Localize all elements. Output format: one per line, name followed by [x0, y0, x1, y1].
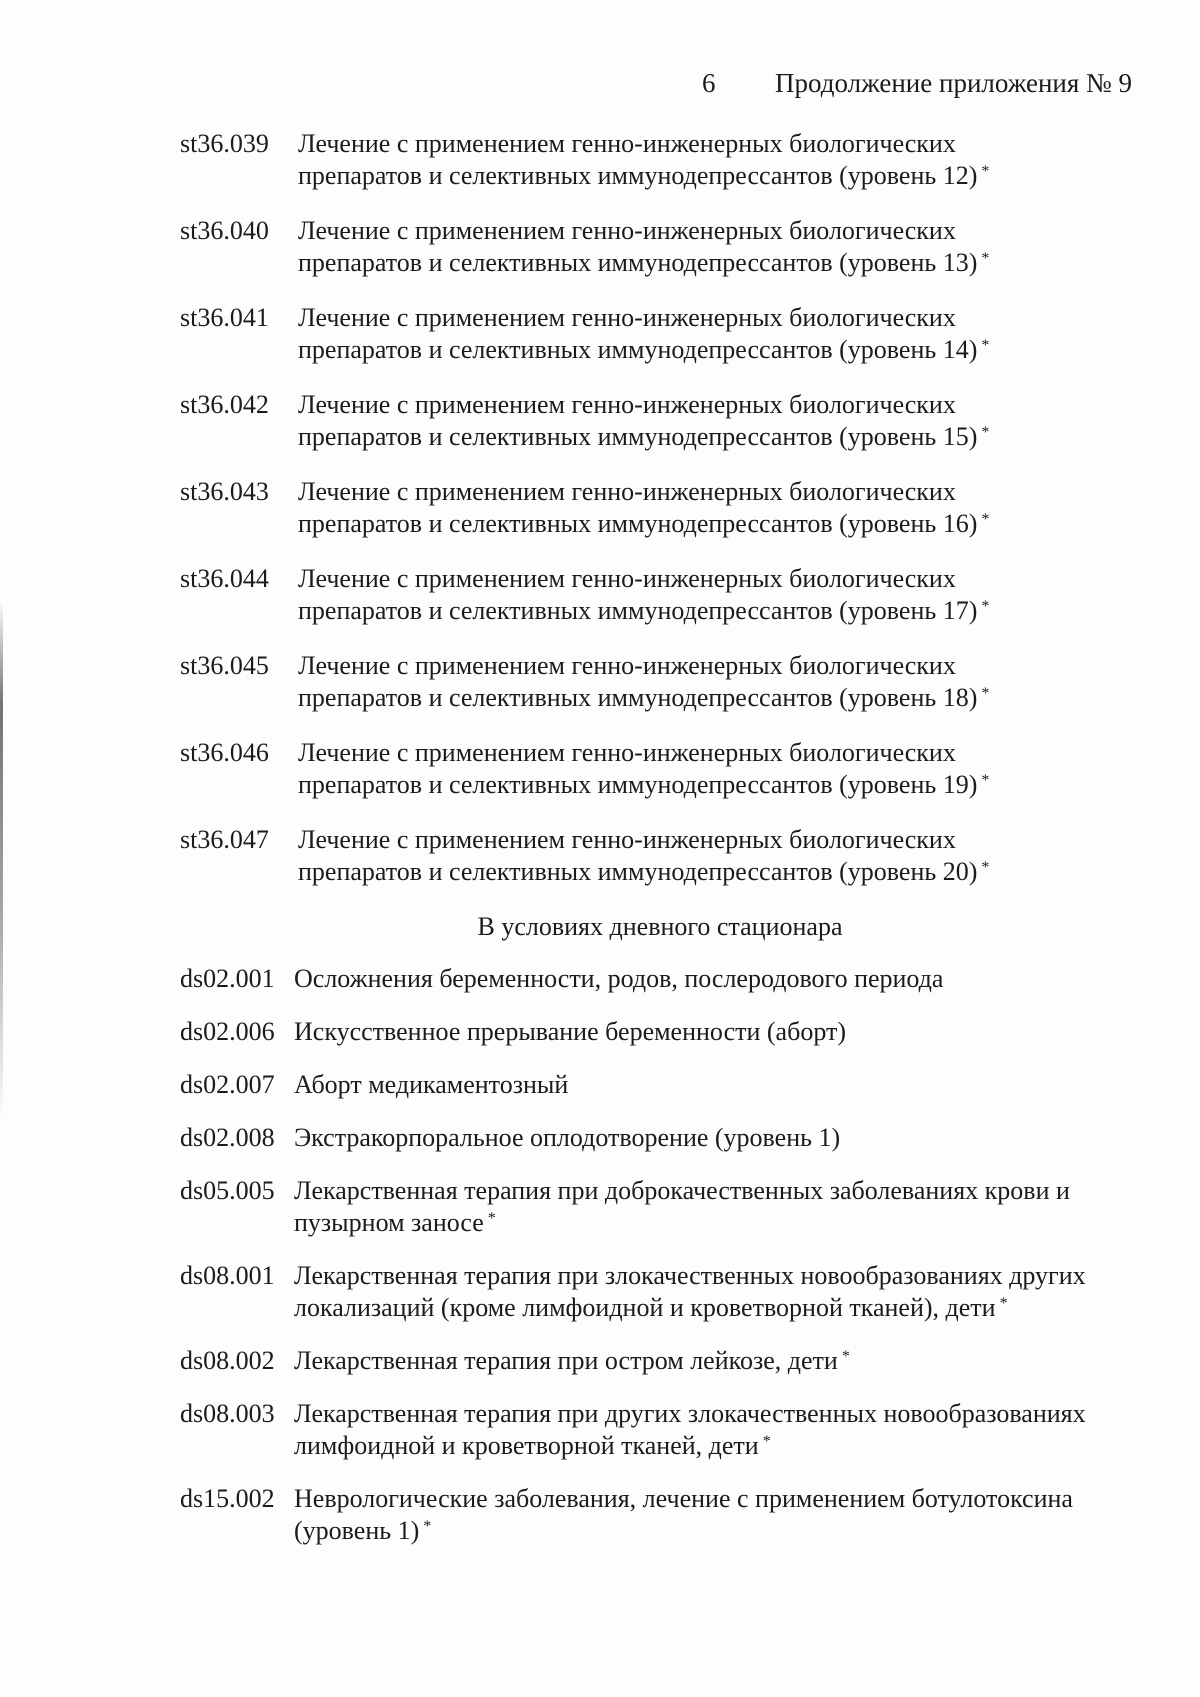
footnote-mark: *	[762, 1433, 771, 1450]
entry-code: st36.041	[180, 303, 269, 332]
list-item	[180, 476, 1140, 540]
entry-description: Лечение с применением генно-инженерных биологических препаратов и селективных иммунодепрессантов (уровень 15) *	[298, 390, 990, 451]
section-heading: В условиях дневного стационара	[477, 912, 843, 941]
appendix-continuation: Продолжение приложения № 9	[775, 68, 1133, 98]
entry-description: Лекарственная терапия при остром лейкозе, дети *	[294, 1346, 850, 1375]
page-header	[0, 68, 1200, 108]
entry-code: ds02.008	[180, 1123, 275, 1152]
entry-code: st36.039	[180, 129, 269, 158]
list-item	[180, 1175, 1140, 1239]
entry-code: ds02.006	[180, 1017, 275, 1046]
entry-code: ds15.002	[180, 1484, 275, 1513]
entry-code: st36.042	[180, 390, 269, 419]
entry-code: st36.046	[180, 738, 269, 767]
document-body	[180, 128, 1140, 1568]
entry-description: Лечение с применением генно-инженерных биологических препаратов и селективных иммунодепрессантов (уровень 18) *	[298, 651, 990, 712]
footnote-mark: *	[981, 424, 990, 441]
list-item	[180, 1345, 1140, 1377]
footnote-mark: *	[981, 163, 990, 180]
entry-description: Лечение с применением генно-инженерных биологических препаратов и селективных иммунодепрессантов (уровень 13) *	[298, 216, 990, 277]
entry-description: Лечение с применением генно-инженерных биологических препаратов и селективных иммунодепрессантов (уровень 12) *	[298, 129, 990, 190]
footnote-mark: *	[487, 1210, 496, 1227]
entry-description: Лечение с применением генно-инженерных биологических препаратов и селективных иммунодепрессантов (уровень 19) *	[298, 738, 990, 799]
entry-description: Неврологические заболевания, лечение с применением ботулотоксина (уровень 1) *	[294, 1484, 1073, 1545]
list-item	[180, 302, 1140, 366]
entry-description: Лекарственная терапия при доброкачественных заболеваниях крови и пузырном заносе *	[294, 1176, 1070, 1237]
list-item	[180, 1483, 1140, 1547]
footnote-mark: *	[841, 1348, 850, 1365]
footnote-mark: *	[981, 250, 990, 267]
list-item	[180, 1260, 1140, 1324]
list-item	[180, 563, 1140, 627]
list-item	[180, 1122, 1140, 1154]
entry-code: st36.043	[180, 477, 269, 506]
list-item	[180, 215, 1140, 279]
entry-code: ds02.007	[180, 1070, 275, 1099]
list-item	[180, 1016, 1140, 1048]
entry-description: Лечение с применением генно-инженерных биологических препаратов и селективных иммунодепрессантов (уровень 17) *	[298, 564, 990, 625]
list-item	[180, 389, 1140, 453]
footnote-mark: *	[981, 598, 990, 615]
footnote-mark: *	[423, 1518, 432, 1535]
list-item	[180, 1398, 1140, 1462]
footnote-mark: *	[999, 1295, 1008, 1312]
footnote-mark: *	[981, 772, 990, 789]
page-number: 6	[702, 68, 716, 98]
entry-code: st36.044	[180, 564, 269, 593]
entry-code: ds08.002	[180, 1346, 275, 1375]
list-item	[180, 128, 1140, 192]
footnote-mark: *	[981, 685, 990, 702]
entry-description: Лекарственная терапия при злокачественных новообразованиях других локализаций (кроме лимфоидной и кроветворной тканей), дети *	[294, 1261, 1086, 1322]
footnote-mark: *	[981, 511, 990, 528]
entry-code: ds08.003	[180, 1399, 275, 1428]
list-item	[180, 824, 1140, 888]
inpatient-list	[180, 128, 1140, 888]
entry-code: ds02.001	[180, 964, 275, 993]
entry-description: Осложнения беременности, родов, послеродового периода	[294, 964, 944, 993]
list-item	[180, 1069, 1140, 1101]
entry-description: Лечение с применением генно-инженерных биологических препаратов и селективных иммунодепрессантов (уровень 20) *	[298, 825, 990, 886]
entry-description: Лечение с применением генно-инженерных биологических препаратов и селективных иммунодепрессантов (уровень 16) *	[298, 477, 990, 538]
list-item	[180, 737, 1140, 801]
list-item	[180, 963, 1140, 995]
entry-description: Лекарственная терапия при других злокачественных новообразованиях лимфоидной и кроветворной тканей, дети *	[294, 1399, 1086, 1460]
entry-description: Экстракорпоральное оплодотворение (уровень 1)	[294, 1123, 841, 1152]
scan-edge-shadow	[0, 600, 3, 1120]
entry-description: Искусственное прерывание беременности (аборт)	[294, 1017, 846, 1046]
entry-description: Аборт медикаментозный	[294, 1070, 569, 1099]
entry-code: ds08.001	[180, 1261, 275, 1290]
list-item	[180, 650, 1140, 714]
footnote-mark: *	[981, 859, 990, 876]
entry-description: Лечение с применением генно-инженерных биологических препаратов и селективных иммунодепрессантов (уровень 14) *	[298, 303, 990, 364]
entry-code: st36.045	[180, 651, 269, 680]
entry-code: ds05.005	[180, 1176, 275, 1205]
footnote-mark: *	[981, 337, 990, 354]
entry-code: st36.040	[180, 216, 269, 245]
entry-code: st36.047	[180, 825, 269, 854]
day-hospital-list	[180, 963, 1140, 1547]
